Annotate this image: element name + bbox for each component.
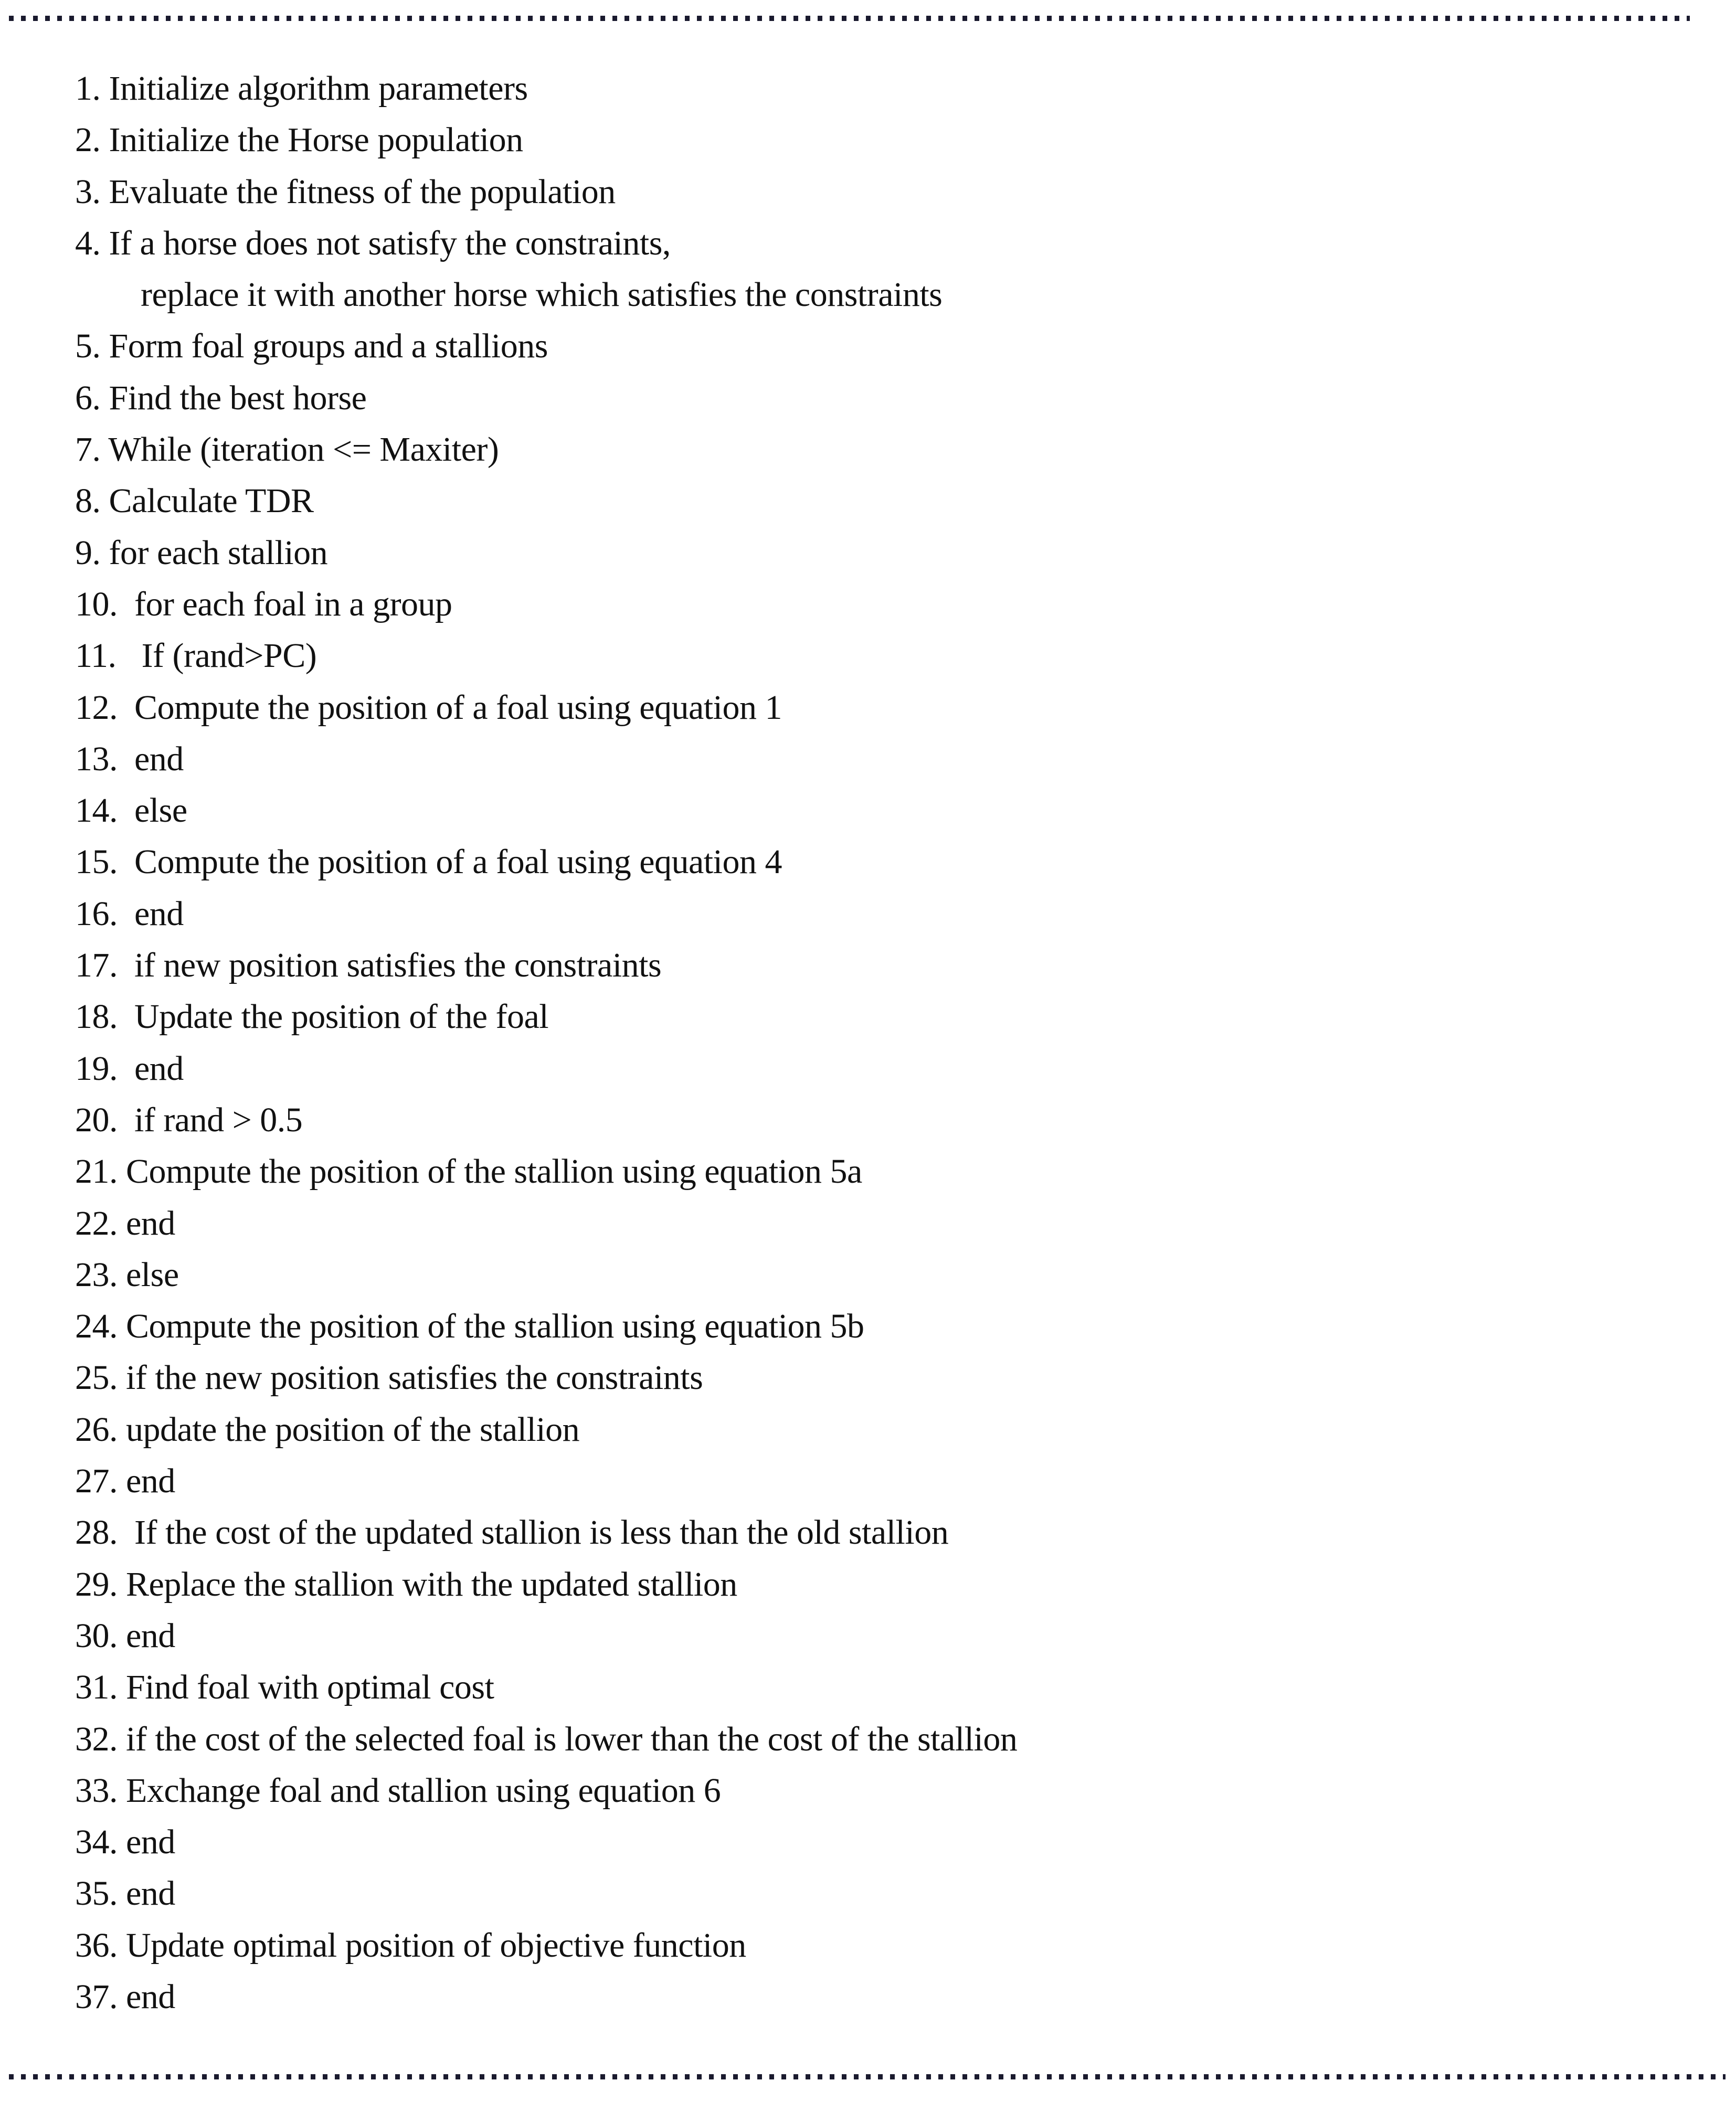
line-separator <box>118 791 134 830</box>
pseudocode-line <box>75 1817 1017 1868</box>
line-separator <box>101 121 109 159</box>
pseudocode-line <box>75 888 1017 940</box>
pseudocode-line <box>75 1198 1017 1249</box>
line-text: end <box>126 1616 175 1655</box>
line-number: 26. <box>75 1410 118 1449</box>
line-text: for each foal in a group <box>134 585 452 623</box>
line-number: 13. <box>75 739 118 778</box>
line-separator <box>118 1668 126 1706</box>
line-number: 6. <box>75 378 101 417</box>
line-separator <box>117 636 142 675</box>
pseudocode-line <box>75 836 1017 888</box>
pseudocode-line <box>75 1456 1017 1507</box>
line-number: 14. <box>75 791 118 830</box>
line-number: 16. <box>75 894 118 933</box>
line-text: else <box>126 1255 179 1294</box>
line-text: end <box>126 1977 175 2016</box>
line-number: 23. <box>75 1255 118 1294</box>
line-text: for each stallion <box>109 533 328 572</box>
line-text: Form foal groups and a stallions <box>109 327 548 366</box>
line-number: 35. <box>75 1874 118 1913</box>
pseudocode-line <box>75 1146 1017 1197</box>
line-separator <box>118 1823 126 1861</box>
line-separator <box>101 224 109 262</box>
line-text: end <box>126 1874 175 1913</box>
line-text: Initialize algorithm parameters <box>109 69 528 108</box>
line-separator <box>118 1358 126 1397</box>
top-dotted-rule <box>9 16 1690 21</box>
line-text: Compute the position of the stallion using equation 5b <box>126 1307 864 1346</box>
line-text: Calculate TDR <box>109 482 314 521</box>
line-number: 31. <box>75 1668 118 1707</box>
line-separator <box>118 740 134 778</box>
line-text: Compute the position of a foal using equation 1 <box>134 688 782 727</box>
line-separator <box>118 843 134 881</box>
line-text: end <box>126 1204 175 1243</box>
line-text: end <box>126 1823 175 1862</box>
line-separator <box>118 1410 126 1449</box>
line-text: If (rand>PC) <box>141 636 317 675</box>
line-separator <box>118 1307 126 1345</box>
line-text: end <box>126 1462 175 1501</box>
line-number: 30. <box>75 1616 118 1655</box>
pseudocode-line <box>75 63 1017 114</box>
pseudocode-line-continuation <box>75 269 1017 321</box>
line-number: 19. <box>75 1049 118 1088</box>
line-number: 8. <box>75 482 101 521</box>
pseudocode-line <box>75 991 1017 1043</box>
line-number: 24. <box>75 1307 118 1346</box>
line-separator <box>118 688 134 727</box>
line-number: 7. <box>75 430 101 469</box>
line-number: 3. <box>75 172 101 211</box>
line-number: 36. <box>75 1926 118 1965</box>
pseudocode-line <box>75 1043 1017 1095</box>
pseudocode-line <box>75 218 1017 269</box>
line-number: 2. <box>75 121 101 160</box>
line-number: 32. <box>75 1719 118 1758</box>
line-separator <box>118 1049 134 1088</box>
line-separator <box>101 379 109 417</box>
line-separator <box>101 534 109 572</box>
line-separator <box>118 1513 134 1552</box>
pseudocode-line <box>75 1507 1017 1558</box>
line-text: end <box>134 894 184 933</box>
line-text: Compute the position of the stallion using equation 5a <box>126 1152 862 1191</box>
pseudocode-line <box>75 1404 1017 1456</box>
line-text: else <box>134 791 187 830</box>
pseudocode-listing <box>75 63 1017 2023</box>
line-text: if new position satisfies the constraints <box>134 946 662 985</box>
line-number: 22. <box>75 1204 118 1243</box>
line-text: Update the position of the foal <box>134 997 549 1036</box>
line-number: 18. <box>75 997 118 1036</box>
pseudocode-line <box>75 114 1017 166</box>
line-separator <box>101 482 109 520</box>
line-number: 17. <box>75 946 118 985</box>
line-separator <box>118 1978 126 2016</box>
line-separator <box>118 895 134 933</box>
line-text: end <box>134 1049 184 1088</box>
line-number: 28. <box>75 1513 118 1552</box>
line-text: if the new position satisfies the constraints <box>126 1358 703 1397</box>
pseudocode-line <box>75 373 1017 424</box>
line-number: 10. <box>75 585 118 623</box>
pseudocode-line <box>75 1971 1017 2023</box>
line-separator <box>101 430 109 469</box>
line-text: Evaluate the fitness of the population <box>109 172 616 211</box>
line-text: If the cost of the updated stallion is less than the old stallion <box>134 1513 949 1552</box>
line-text: While (iteration <= Maxiter) <box>108 430 499 469</box>
line-number: 37. <box>75 1977 118 2016</box>
pseudocode-line <box>75 1920 1017 1971</box>
pseudocode-line <box>75 1352 1017 1404</box>
line-number: 12. <box>75 688 118 727</box>
pseudocode-line <box>75 1095 1017 1146</box>
line-separator <box>118 1256 126 1294</box>
pseudocode-line <box>75 166 1017 218</box>
line-separator <box>118 1152 126 1191</box>
pseudocode-line <box>75 475 1017 527</box>
pseudocode-line <box>75 1662 1017 1713</box>
pseudocode-line <box>75 1868 1017 1919</box>
bottom-dotted-rule <box>9 2074 1726 2079</box>
line-text: Update optimal position of objective function <box>126 1926 746 1965</box>
line-text: Initialize the Horse population <box>109 121 523 160</box>
line-separator <box>118 1101 134 1139</box>
pseudocode-line <box>75 1249 1017 1301</box>
pseudocode-line <box>75 682 1017 734</box>
line-separator <box>118 1617 126 1655</box>
line-text: If a horse does not satisfy the constraints, <box>109 224 671 262</box>
line-separator <box>101 173 109 211</box>
line-number: 33. <box>75 1771 118 1810</box>
pseudocode-line <box>75 579 1017 630</box>
line-text: Find foal with optimal cost <box>126 1668 494 1707</box>
pseudocode-line <box>75 1765 1017 1817</box>
pseudocode-line <box>75 424 1017 475</box>
line-number: 15. <box>75 843 118 882</box>
line-separator <box>118 946 134 984</box>
pseudocode-line <box>75 940 1017 991</box>
line-text: end <box>134 739 184 778</box>
pseudocode-line <box>75 1559 1017 1610</box>
line-number: 1. <box>75 69 101 108</box>
line-number: 21. <box>75 1152 118 1191</box>
line-separator <box>118 1874 126 1913</box>
line-separator <box>101 327 109 365</box>
line-separator <box>118 1926 126 1965</box>
line-number: 25. <box>75 1358 118 1397</box>
pseudocode-line <box>75 1610 1017 1662</box>
line-number: 4. <box>75 224 101 262</box>
pseudocode-line <box>75 1301 1017 1352</box>
line-number: 9. <box>75 533 101 572</box>
line-number: 5. <box>75 327 101 366</box>
pseudocode-line <box>75 785 1017 836</box>
line-number: 20. <box>75 1100 118 1139</box>
line-number: 27. <box>75 1462 118 1501</box>
line-text: replace it with another horse which satisfies the constraints <box>141 275 943 314</box>
line-text: update the position of the stallion <box>126 1410 580 1449</box>
pseudocode-line <box>75 630 1017 682</box>
line-number: 34. <box>75 1823 118 1862</box>
pseudocode-line <box>75 321 1017 372</box>
line-separator <box>118 1204 126 1243</box>
pseudocode-line <box>75 527 1017 579</box>
line-text: Exchange foal and stallion using equation 6 <box>126 1771 721 1810</box>
line-text: if rand > 0.5 <box>134 1100 303 1139</box>
line-text: Compute the position of a foal using equation 4 <box>134 843 782 882</box>
line-text: Replace the stallion with the updated stallion <box>126 1565 737 1604</box>
pseudocode-line <box>75 734 1017 785</box>
line-text: Find the best horse <box>109 378 367 417</box>
line-separator <box>118 1462 126 1500</box>
line-separator <box>118 1720 126 1758</box>
line-separator <box>118 1771 126 1810</box>
pseudocode-line <box>75 1714 1017 1765</box>
line-text: if the cost of the selected foal is lower than the cost of the stallion <box>126 1719 1018 1758</box>
line-separator <box>101 69 109 108</box>
line-separator <box>118 997 134 1036</box>
line-number: 11. <box>75 636 117 675</box>
line-separator <box>118 1565 126 1604</box>
line-separator <box>118 585 134 623</box>
line-number: 29. <box>75 1565 118 1604</box>
